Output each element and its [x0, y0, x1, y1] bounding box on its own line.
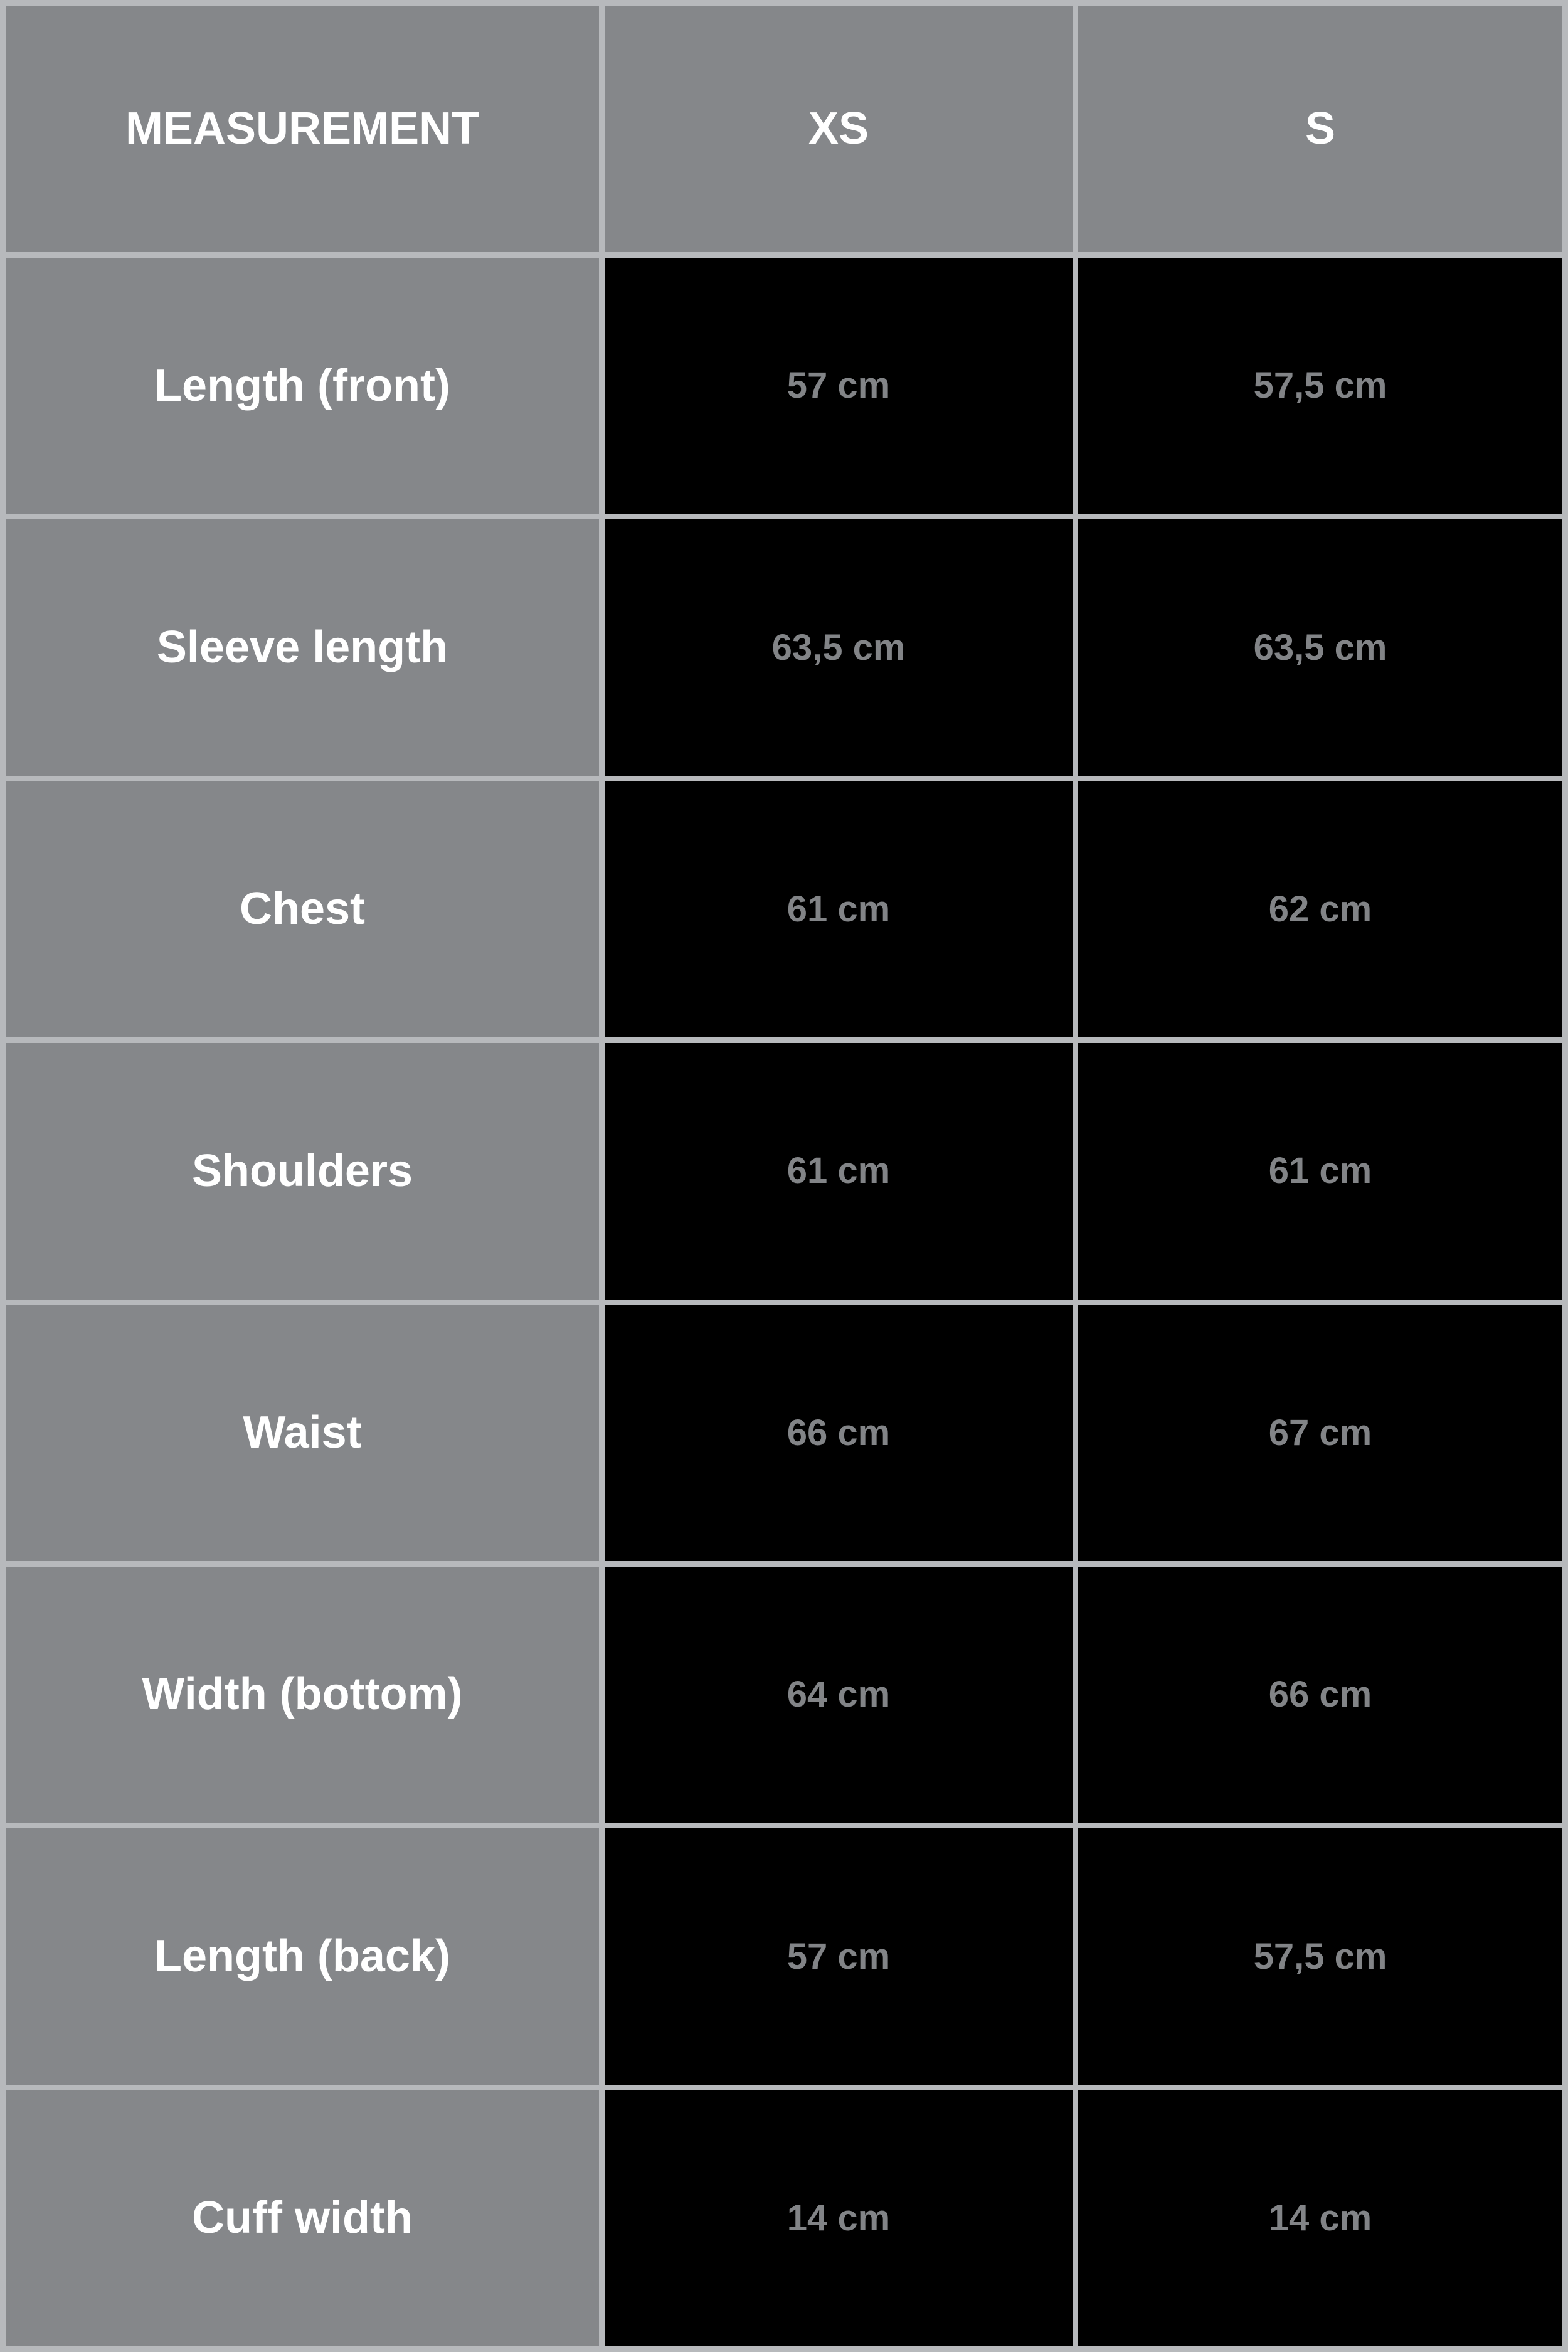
row-chest-s-value-cell: 62 cm — [1078, 781, 1562, 1037]
row-waist-xs-value-cell: 66 cm — [605, 1305, 1073, 1561]
row-shoulders-label-cell: Shoulders — [6, 1043, 599, 1299]
row-cuff-width-xs-value-cell: 14 cm — [605, 2090, 1073, 2346]
row-cuff-width-label-cell: Cuff width — [6, 2090, 599, 2346]
row-waist-label-cell: Waist — [6, 1305, 599, 1561]
row-chest-label-cell: Chest — [6, 781, 599, 1037]
row-length-front-label-cell: Length (front) — [6, 258, 599, 514]
row-length-front-s-value-cell: 57,5 cm — [1078, 258, 1562, 514]
header-measurement-cell: MEASUREMENT — [6, 6, 599, 252]
row-sleeve-length-xs-value-cell: 63,5 cm — [605, 519, 1073, 775]
row-width-bottom-xs-value-cell: 64 cm — [605, 1567, 1073, 1823]
header-xs-cell: XS — [605, 6, 1073, 252]
row-width-bottom-label-cell: Width (bottom) — [6, 1567, 599, 1823]
row-chest-xs-value-cell: 61 cm — [605, 781, 1073, 1037]
row-length-front-xs-value-cell: 57 cm — [605, 258, 1073, 514]
row-sleeve-length-s-value-cell: 63,5 cm — [1078, 519, 1562, 775]
row-cuff-width-s-value-cell: 14 cm — [1078, 2090, 1562, 2346]
row-shoulders-s-value-cell: 61 cm — [1078, 1043, 1562, 1299]
row-length-back-s-value-cell: 57,5 cm — [1078, 1828, 1562, 2084]
row-shoulders-xs-value-cell: 61 cm — [605, 1043, 1073, 1299]
row-length-back-label-cell: Length (back) — [6, 1828, 599, 2084]
row-length-back-xs-value-cell: 57 cm — [605, 1828, 1073, 2084]
header-s-cell: S — [1078, 6, 1562, 252]
row-waist-s-value-cell: 67 cm — [1078, 1305, 1562, 1561]
row-sleeve-length-label-cell: Sleeve length — [6, 519, 599, 775]
row-width-bottom-s-value-cell: 66 cm — [1078, 1567, 1562, 1823]
